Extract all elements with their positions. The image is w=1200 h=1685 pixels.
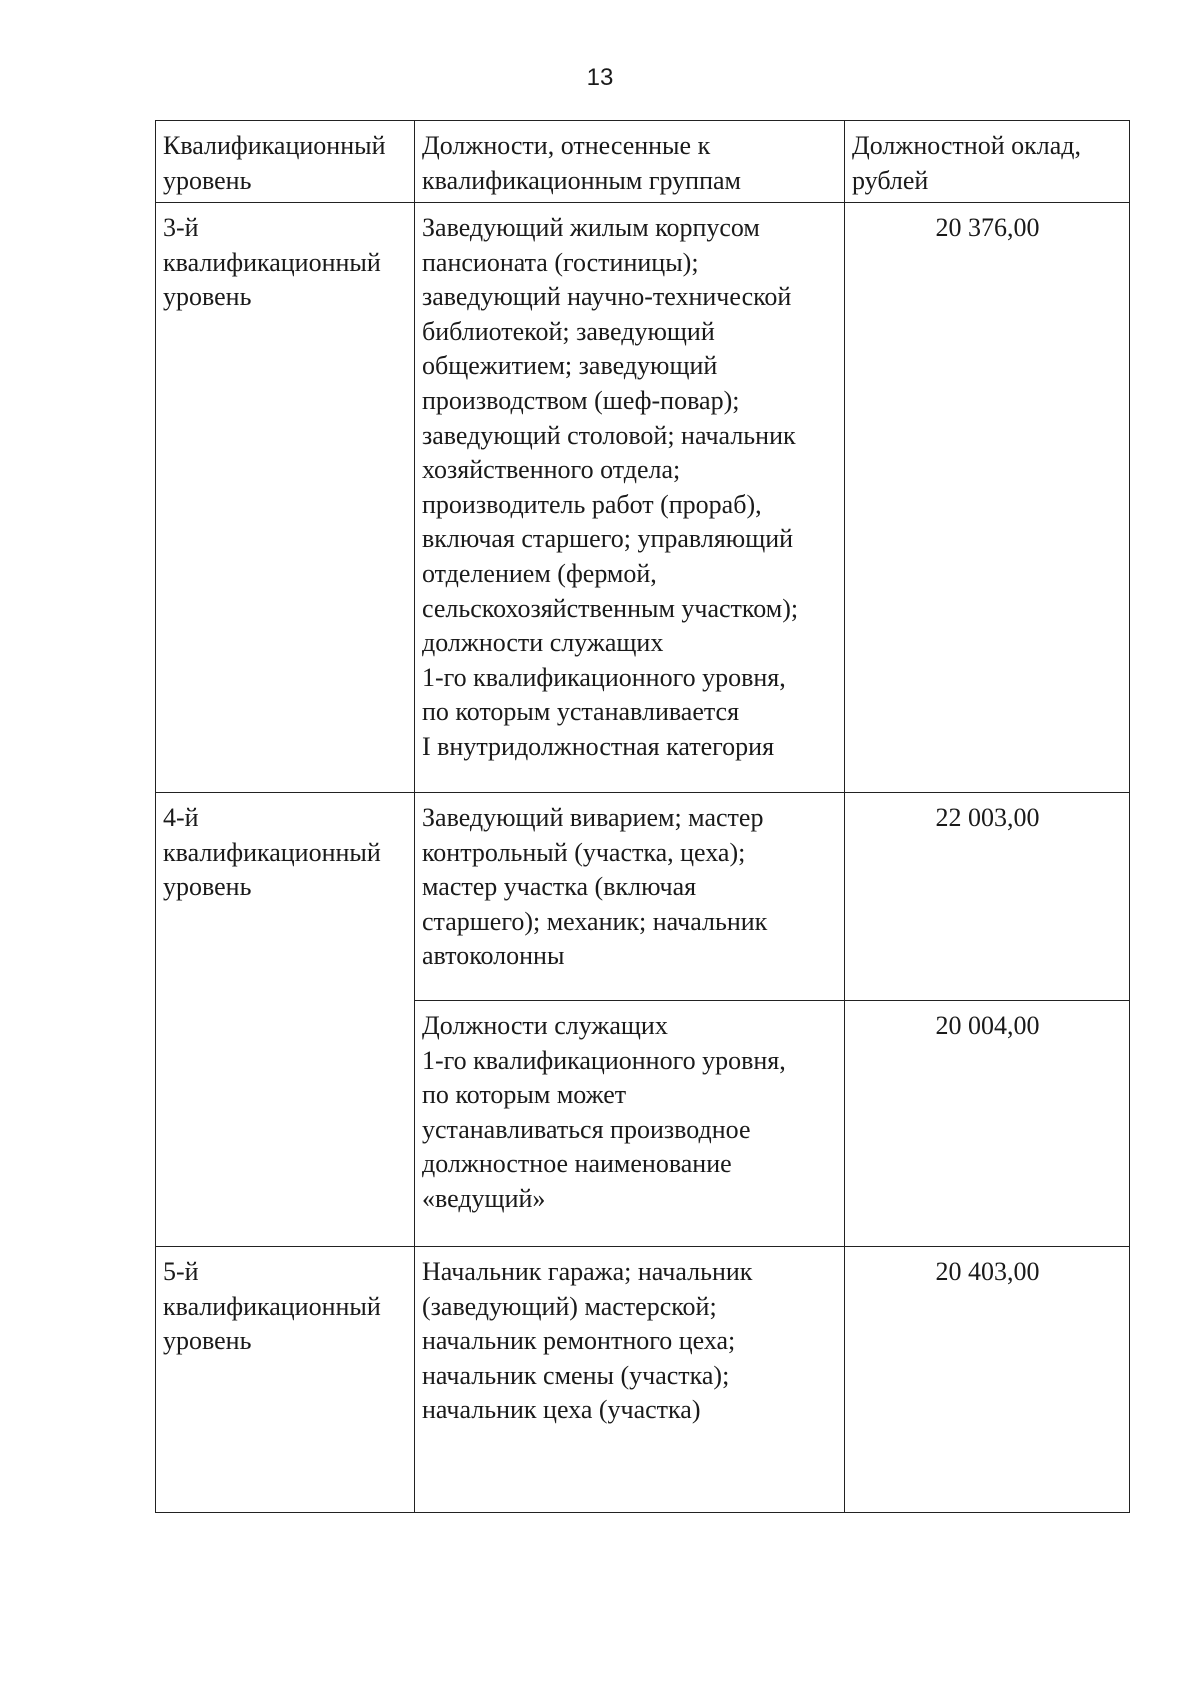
level-line: уровень — [163, 282, 252, 312]
salary-value: 20 403,00 — [935, 1257, 1040, 1286]
position-line: I внутридолжностная категория — [422, 731, 775, 761]
positions-cell — [415, 203, 845, 793]
positions-cell — [415, 793, 845, 1001]
position-line: начальник ремонтного цеха; — [422, 1326, 736, 1356]
position-line: старшего); механик; начальник — [422, 906, 768, 936]
position-line: пансионата (гостиницы); — [422, 247, 699, 277]
position-line: Начальник гаража; начальник — [422, 1257, 753, 1286]
position-line: по которым устанавливается — [422, 697, 740, 727]
salary-value: 22 003,00 — [935, 803, 1040, 832]
salary-cell — [845, 203, 1130, 793]
position-line: устанавливаться производное — [422, 1114, 751, 1144]
position-line: начальник смены (участка); — [422, 1360, 730, 1390]
header-salary — [845, 121, 1130, 203]
position-line: включая старшего; управляющий — [422, 524, 794, 554]
position-line: общежитием; заведующий — [422, 351, 718, 381]
salary-cell — [845, 1001, 1130, 1247]
header-positions — [415, 121, 845, 203]
position-line: Заведующий жилым корпусом — [422, 213, 760, 242]
level-cell — [156, 203, 415, 793]
position-line: сельскохозяйственным участком); — [422, 593, 799, 623]
table-header-row — [156, 121, 1130, 203]
position-line: библиотекой; заведующий — [422, 316, 715, 346]
level-line: квалификационный — [163, 1291, 381, 1321]
table-row — [156, 203, 1130, 793]
position-line: должностное наименование — [422, 1149, 732, 1179]
position-line: автоколонны — [422, 941, 565, 971]
position-line: мастер участка (включая — [422, 872, 697, 902]
salary-value: 20 376,00 — [935, 213, 1040, 242]
level-line: 3-й — [163, 213, 199, 242]
positions-cell — [415, 1001, 845, 1247]
level-line: 5-й — [163, 1257, 199, 1286]
positions-cell — [415, 1247, 845, 1513]
position-line: производитель работ (прораб), — [422, 489, 762, 519]
position-line: начальник цеха (участка) — [422, 1395, 701, 1425]
level-line: уровень — [163, 872, 252, 902]
page-number: 13 — [586, 64, 614, 91]
position-line: «ведущий» — [422, 1183, 546, 1213]
position-line: отделением (фермой, — [422, 558, 657, 588]
table-row — [156, 1247, 1130, 1513]
position-line: (заведующий) мастерской; — [422, 1291, 717, 1321]
header-positions-line: квалификационным группам — [422, 165, 741, 195]
header-salary-line: Должностной оклад, — [852, 131, 1081, 160]
header-positions-line: Должности, отнесенные к — [422, 131, 711, 160]
salary-cell — [845, 1247, 1130, 1513]
level-line: квалификационный — [163, 247, 381, 277]
table-row — [156, 793, 1130, 1001]
position-line: 1-го квалификационного уровня, — [422, 662, 786, 692]
level-line: уровень — [163, 1326, 252, 1356]
position-line: хозяйственного отдела; — [422, 455, 681, 485]
position-line: производством (шеф-повар); — [422, 385, 740, 415]
header-level — [156, 121, 415, 203]
position-line: Заведующий виварием; мастер — [422, 803, 764, 832]
level-cell — [156, 1247, 415, 1513]
level-cell — [156, 793, 415, 1247]
position-line: по которым может — [422, 1080, 627, 1110]
position-line: Должности служащих — [422, 1011, 668, 1040]
header-level-line: уровень — [163, 165, 252, 195]
position-line: должности служащих — [422, 628, 664, 658]
salary-table — [155, 120, 1130, 1513]
position-line: 1-го квалификационного уровня, — [422, 1045, 786, 1075]
position-line: заведующий столовой; начальник — [422, 420, 796, 450]
level-line: квалификационный — [163, 837, 381, 867]
header-level-line: Квалификационный — [163, 131, 386, 160]
salary-value: 20 004,00 — [935, 1011, 1040, 1040]
position-line: заведующий научно-технической — [422, 282, 792, 312]
salary-cell — [845, 793, 1130, 1001]
header-salary-line: рублей — [852, 165, 929, 195]
position-line: контрольный (участка, цеха); — [422, 837, 746, 867]
level-line: 4-й — [163, 803, 199, 832]
